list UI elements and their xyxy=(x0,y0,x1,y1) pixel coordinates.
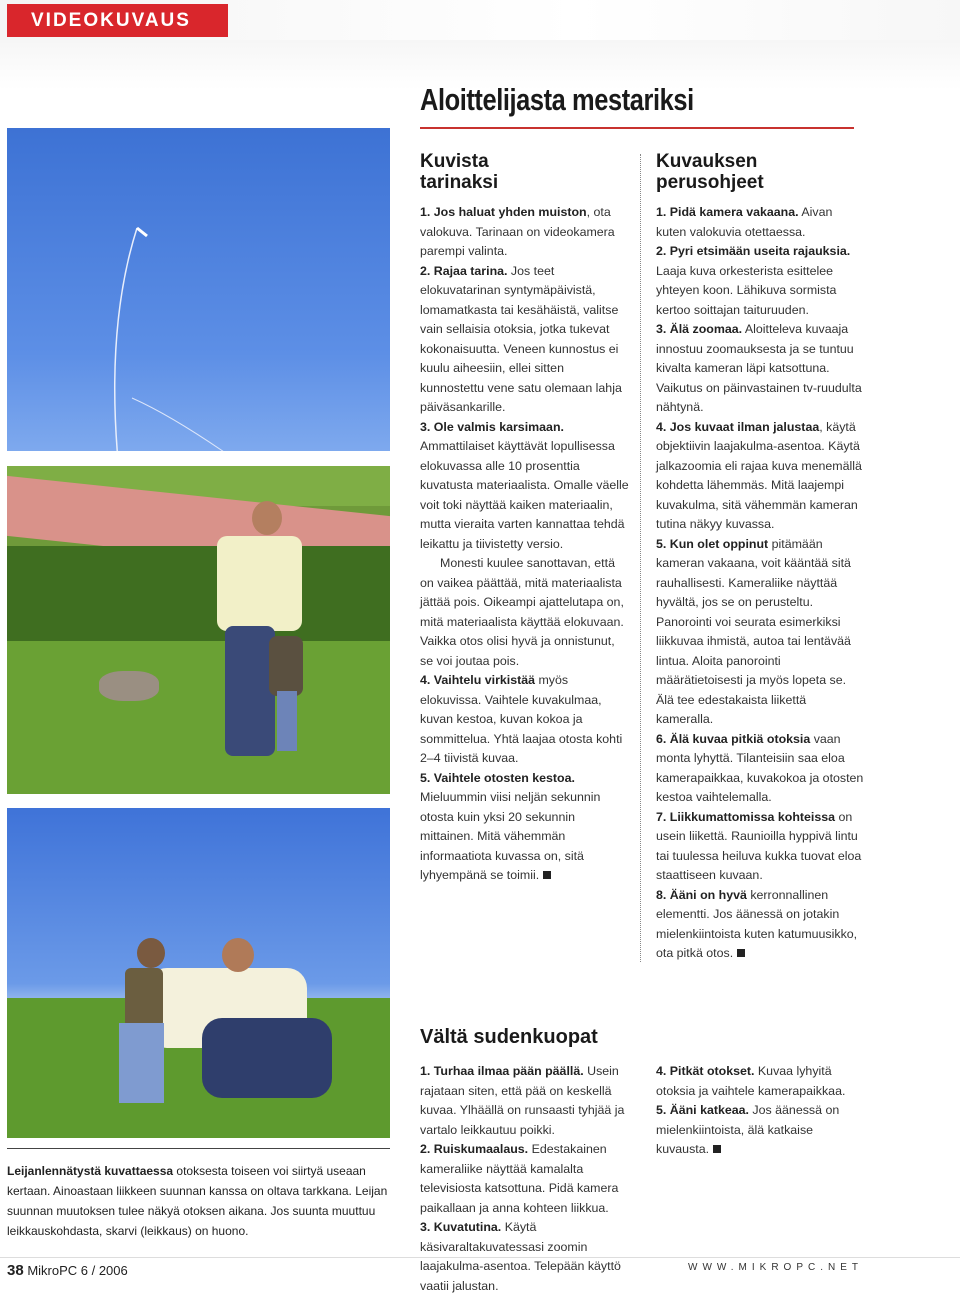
paragraph-lead: 6. Älä kuvaa pitkiä otoksia xyxy=(656,731,811,746)
paragraph xyxy=(656,730,864,808)
paragraph-lead: 2. Pyri etsimään useita rajauksia. xyxy=(656,244,851,258)
paragraph-text: Käytä käsivaraltakuvatessasi zoomin laajakulma-asentoa. Telepään käyttö vaatii jalustan. xyxy=(420,1220,621,1293)
paragraph-text: Laaja kuva orkesterista esittelee yhteyen koon. Lähikuva sormista kertoo soittajan taituruuden. xyxy=(656,263,837,317)
paragraph xyxy=(420,203,630,262)
paragraph xyxy=(656,242,864,320)
paragraph-lead: 3. Älä zoomaa. xyxy=(656,322,743,336)
paragraph-text: kerronnallinen elementti. Jos äänessä on jotakin mielenkiintoista kuten katumuusikko, ota pitkä otos. xyxy=(656,887,858,960)
paragraph-text: , käytä objektiivin laajakulma-asentoa. Käytä jalkazoomia eli rajaa kuva menemällä kohdetta lähemmäs. Mitä laajempi kuvakulma, sitä vähemmän kameran tutina näkyy kuvassa. xyxy=(656,419,862,531)
paragraph-text: vaan monta lyhyttä. Tilanteisiin saa eloa kamerapaikkaa, kuvakokoa ja otosten kestoa vaihtelemalla. xyxy=(656,731,864,804)
paragraph-text: Jos teet elokuvatarinan syntymäpäivistä, lomamatkasta tai kesähäistä, valitse vain sellaisia otoksia, jotka tukevat kokonaisuutta. Veneen kunnostus ei kuulu aiheesiin, ellei sitten kunnostettu vene satu olemaan lahja päiväsankarille. xyxy=(420,263,622,414)
avoid-heading: Vältä sudenkuopat xyxy=(420,1026,598,1048)
paragraph-text: on usein liikettä. Raunioilla hyppivä lintu tai tuulessa heiluva kukka tuovat eloa staattiseen kuvaan. xyxy=(656,809,862,882)
col1-body xyxy=(420,203,630,886)
paragraph-text: , ota valokuva. Tarinaan on videokamera parempi valinta. xyxy=(420,205,615,258)
paragraph xyxy=(420,671,630,769)
photo-man-child-kite xyxy=(7,466,390,794)
caption-rule xyxy=(7,1148,390,1149)
end-square-icon xyxy=(737,949,745,957)
photo-kite-sky xyxy=(7,128,390,451)
article-title: Aloittelijasta mestariksi xyxy=(420,82,694,117)
paragraph-text: pitämään kameran vakaana, voit kääntää sitä rauhallisesti. Kameraliike näyttää hyvältä, jos se on perusteltu. Panorointi voi seurata esimerkiksi liikkuvaa ihmistä, autoa tai lentävää lintua. Aloita panorointi määrätietoisesti ja myös lopeta se. Älä tee edestakaista liikettä kameralla. xyxy=(656,536,851,726)
page-number: 38 xyxy=(7,1262,24,1279)
paragraph xyxy=(656,535,864,730)
column-divider xyxy=(640,154,641,962)
photo-caption xyxy=(7,1161,392,1241)
avoid-col-b xyxy=(656,1062,864,1160)
paragraph-lead: 4. Jos kuvaat ilman jalustaa xyxy=(656,419,820,434)
avoid-col-a xyxy=(420,1062,630,1296)
col1-heading xyxy=(420,151,620,193)
paragraph xyxy=(656,203,864,242)
footer-left xyxy=(7,1262,128,1279)
col1-heading-text: Kuvista tarinaksi xyxy=(420,151,499,193)
paragraph-lead: 7. Liikkumattomissa kohteissa xyxy=(656,809,836,824)
paragraph-lead: 8. Ääni on hyvä xyxy=(656,887,747,902)
paragraph-text: myös elokuvissa. Vaihtele kuvakulmaa, kuvan kestoa, kuvan kokoa ja sommittelua. Yhtä laajaa otosta kohti 2–4 tiivistä kuvaa. xyxy=(420,673,623,765)
paragraph xyxy=(420,769,630,886)
paragraph xyxy=(420,554,630,671)
paragraph-lead: 4. Pitkät otokset. xyxy=(656,1064,755,1078)
caption-text: otoksesta toiseen voi siirtyä useaan kertaan. Ainoastaan liikkeen suunnan kanssa on oltava tarkkana. Leijan suunnan muutoksen tulee näkyä otoksen aikana. Jos suunta muuttuu leikkauskohdasta, skarvi (leikkaus) on huono. xyxy=(7,1164,388,1238)
paragraph-text: Usein rajataan siten, että pää on keskellä kuvaa. Ylhäällä on runsaasti tyhjää ja vartalo leikkautuu poikki. xyxy=(420,1064,625,1137)
paragraph xyxy=(656,418,864,535)
col2-body xyxy=(656,203,864,964)
paragraph xyxy=(656,1101,864,1160)
paragraph-text: Jos äänessä on mielenkiintoista, älä katkaise kuvausta. xyxy=(656,1103,840,1156)
magazine-issue: MikroPC 6 / 2006 xyxy=(27,1263,128,1278)
paragraph-text: Mieluummin viisi neljän sekunnin otosta kuin yksi 20 sekunnin mittainen. Mitä vähemmän informaatiota kuvassa on, sitä lyhyempänä se toimii. xyxy=(420,790,601,882)
end-square-icon xyxy=(713,1145,721,1153)
paragraph xyxy=(420,1140,630,1218)
paragraph-lead: 1. Jos haluat yhden muiston xyxy=(420,205,587,219)
paragraph-text: Kuvaa lyhyitä otoksia ja vaihtele kamerapaikkaa. xyxy=(656,1064,846,1098)
paragraph-lead: 3. Kuvatutina. xyxy=(420,1220,502,1234)
paragraph-text: Edestakainen kameraliike näyttää kamalalta televisiosta katsottuna. Pidä kamera paikallaan ja anna kohteen liikkua. xyxy=(420,1142,619,1215)
col2-heading xyxy=(656,151,856,193)
photo-kneeling-man-child xyxy=(7,808,390,1138)
paragraph-lead: 1. Pidä kamera vakaana. xyxy=(656,205,799,219)
footer-url: WWW.MIKROPC.NET xyxy=(688,1262,863,1273)
paragraph xyxy=(656,808,864,886)
col2-heading-text: Kuvauksen perusohjeet xyxy=(656,151,764,193)
paragraph-lead: 5. Kun olet oppinut xyxy=(656,536,769,551)
paragraph xyxy=(420,262,630,418)
paragraph xyxy=(656,1062,864,1101)
paragraph-lead: 5. Vaihtele otosten kestoa. xyxy=(420,770,575,785)
footer-rule xyxy=(0,1257,960,1258)
caption-bold: Leijanlennätystä kuvattaessa xyxy=(7,1164,174,1178)
paragraph-lead: 5. Ääni katkeaa. xyxy=(656,1103,749,1117)
paragraph-text: Monesti kuulee sanottavan, että on vaikea päättää, mitä materiaalista jättää pois. Oikeampi ajattelutapa on, mitä materiaalista käyttää elokuvaan. Vaikka otos olisi hyvä ja onnistunut, se voi joutaa pois. xyxy=(420,556,624,668)
paragraph xyxy=(656,886,864,964)
title-rule xyxy=(420,127,854,129)
section-tag: VIDEOKUVAUS xyxy=(7,4,228,37)
paragraph-text: Aivan kuten valokuvia otettaessa. xyxy=(656,205,833,239)
paragraph-text: Aloitteleva kuvaaja innostuu zoomauksesta ja se tuntuu kivalta kameran läpi katsottuna. Vaikutus on päinvastainen tv-ruudulta nähtynä. xyxy=(656,322,862,414)
end-square-icon xyxy=(543,871,551,879)
paragraph-lead: 2. Ruiskumaalaus. xyxy=(420,1142,529,1156)
paragraph-text: Ammattilaiset käyttävät lopullisessa elokuvassa alle 10 prosenttia kuvatusta materiaalista. Omalle väelle voit toki näyttää kaiken materiaalin, mutta vieraita varten kannattaa tehdä leikattu ja tiivistetty versio. xyxy=(420,439,629,551)
paragraph-lead: 1. Turhaa ilmaa pään päällä. xyxy=(420,1064,584,1078)
paragraph-lead: 3. Ole valmis karsimaan. xyxy=(420,419,564,434)
kite-string-graphic xyxy=(7,128,390,451)
paragraph-lead: 4. Vaihtelu virkistää xyxy=(420,673,536,687)
paragraph xyxy=(420,1062,630,1140)
paragraph xyxy=(420,418,630,555)
paragraph-lead: 2. Rajaa tarina. xyxy=(420,263,508,278)
paragraph xyxy=(656,320,864,418)
